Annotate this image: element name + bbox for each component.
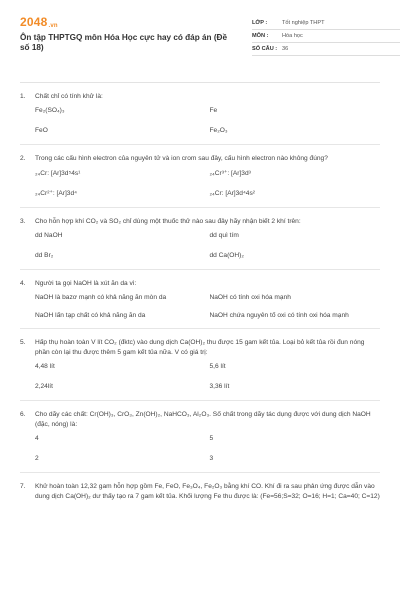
question-text: Người ta gọi NaOH là xút ăn da vì: — [35, 280, 137, 288]
question-number: 7. — [20, 483, 26, 491]
answer-option[interactable]: 5 — [209, 435, 214, 443]
answer-option[interactable]: dd quì tím — [209, 232, 239, 240]
question — [20, 145, 380, 208]
answer-option[interactable]: 3 — [209, 455, 214, 463]
site-logo[interactable]: $2048_{.vn}$ — [20, 15, 58, 29]
meta-value: 36 — [282, 45, 289, 52]
answer-option[interactable]: dd NaOH — [35, 232, 63, 240]
question-text: Hấp thụ hoàn toàn V lít CO₂ (đktc) vào dung dịch Ca(OH)₂ thu được 15 gam kết tủa. Loại bỏ kết tủa rồi đun nóng phần còn lại thu được thêm 5 gam kết tủa nữa. V có giá trị: — [35, 338, 365, 356]
question-number: 5. — [20, 338, 26, 346]
answer-option[interactable]: 2,24lít — [35, 383, 53, 391]
meta-value: Hóa học — [282, 32, 303, 39]
meta-row-subject — [252, 30, 400, 43]
meta-key: LỚP : — [252, 19, 268, 26]
question — [20, 473, 380, 504]
page-title: Ôn tập THPTGQ môn Hóa Học cực hay có đáp án (Đề số 18) — [20, 33, 228, 53]
question — [20, 83, 380, 146]
answer-option[interactable]: Fe — [209, 107, 218, 115]
meta-row-count — [252, 43, 400, 56]
meta-key: SỐ CÂU : — [252, 45, 278, 52]
question-number: 3. — [20, 217, 26, 225]
answer-option[interactable]: ₂₄Cr²⁺: [Ar]3d⁴ — [35, 189, 77, 197]
answer-option[interactable]: 4,48 lít — [35, 363, 55, 371]
question-text: Khử hoàn toàn 12,32 gam hỗn hợp gồm Fe, FeO, Fe₃O₄, Fe₂O₃ bằng khí CO. Khí đi ra sau phản ứng được dẫn vào dung dịch Ca(OH)₂ dư thấy tạo ra 7 gam kết tủa. Khối lượng Fe thu được là: (Fe=56;S=32; O=16; H=1; Ca=40; C=12) — [35, 483, 380, 500]
question-number: 2. — [20, 155, 26, 163]
question-number: 1. — [20, 92, 26, 100]
answer-option[interactable]: NaOH chứa nguyên tố oxi có tính oxi hóa mạnh — [209, 311, 349, 319]
answer-option[interactable]: NaOH là bazơ mạnh có khả năng ăn mòn da — [35, 293, 167, 301]
answer-option[interactable]: NaOH có tính oxi hóa mạnh — [209, 293, 291, 301]
question — [20, 270, 380, 329]
answer-option[interactable]: ₂₄Cr: [Ar]3d⁵4s¹ — [35, 169, 81, 177]
answer-option[interactable]: FeO — [35, 127, 48, 135]
question-text: Chất chỉ có tính khử là: — [35, 92, 103, 100]
question — [20, 329, 380, 401]
meta-key: MÔN : — [252, 32, 269, 39]
answer-option[interactable]: 4 — [35, 435, 39, 443]
answer-option[interactable]: dd Ca(OH)₂ — [209, 252, 244, 260]
question-text: Trong các cấu hình electron của nguyên tử và ion crom sau đây, cấu hình electron nào không đúng? — [35, 155, 328, 163]
question-text: Cho hỗn hợp khí CO₂ và SO₂ chỉ dùng một thuốc thử nào sau đây hãy nhận biết 2 khí trên: — [35, 217, 301, 225]
answer-option[interactable]: NaOH lấn tạp chất có khả năng ăn da — [35, 311, 146, 319]
answer-option[interactable]: ₂₄Cr³⁺: [Ar]3d³ — [209, 169, 251, 177]
answer-option[interactable]: ₂₄Cr: [Ar]3d⁴4s² — [209, 189, 255, 197]
question — [20, 401, 380, 473]
question-number: 4. — [20, 280, 26, 288]
question — [20, 208, 380, 271]
answer-option[interactable]: Fe₂O₃ — [209, 127, 228, 135]
question-text: Cho dãy các chất: Cr(OH)₃, CrO₃, Zn(OH)₂, NaHCO₃, Al₂O₃. Số chất trong dãy tác dụng được với dung dịch NaOH (đặc, nóng) là: — [35, 411, 371, 428]
meta-value: Tốt nghiệp THPT — [282, 19, 325, 26]
question-number: 6. — [20, 411, 26, 419]
answer-option[interactable]: 3,36 lít — [209, 383, 230, 391]
answer-option[interactable]: Fe₂(SO₄)₃ — [35, 107, 65, 115]
answer-option[interactable]: 2 — [35, 455, 39, 463]
meta-panel — [252, 17, 400, 56]
answer-option[interactable]: 5,6 lít — [209, 363, 226, 371]
document-header — [20, 12, 380, 76]
meta-row-class — [252, 17, 400, 30]
answer-option[interactable]: dd Br₂ — [35, 252, 54, 260]
